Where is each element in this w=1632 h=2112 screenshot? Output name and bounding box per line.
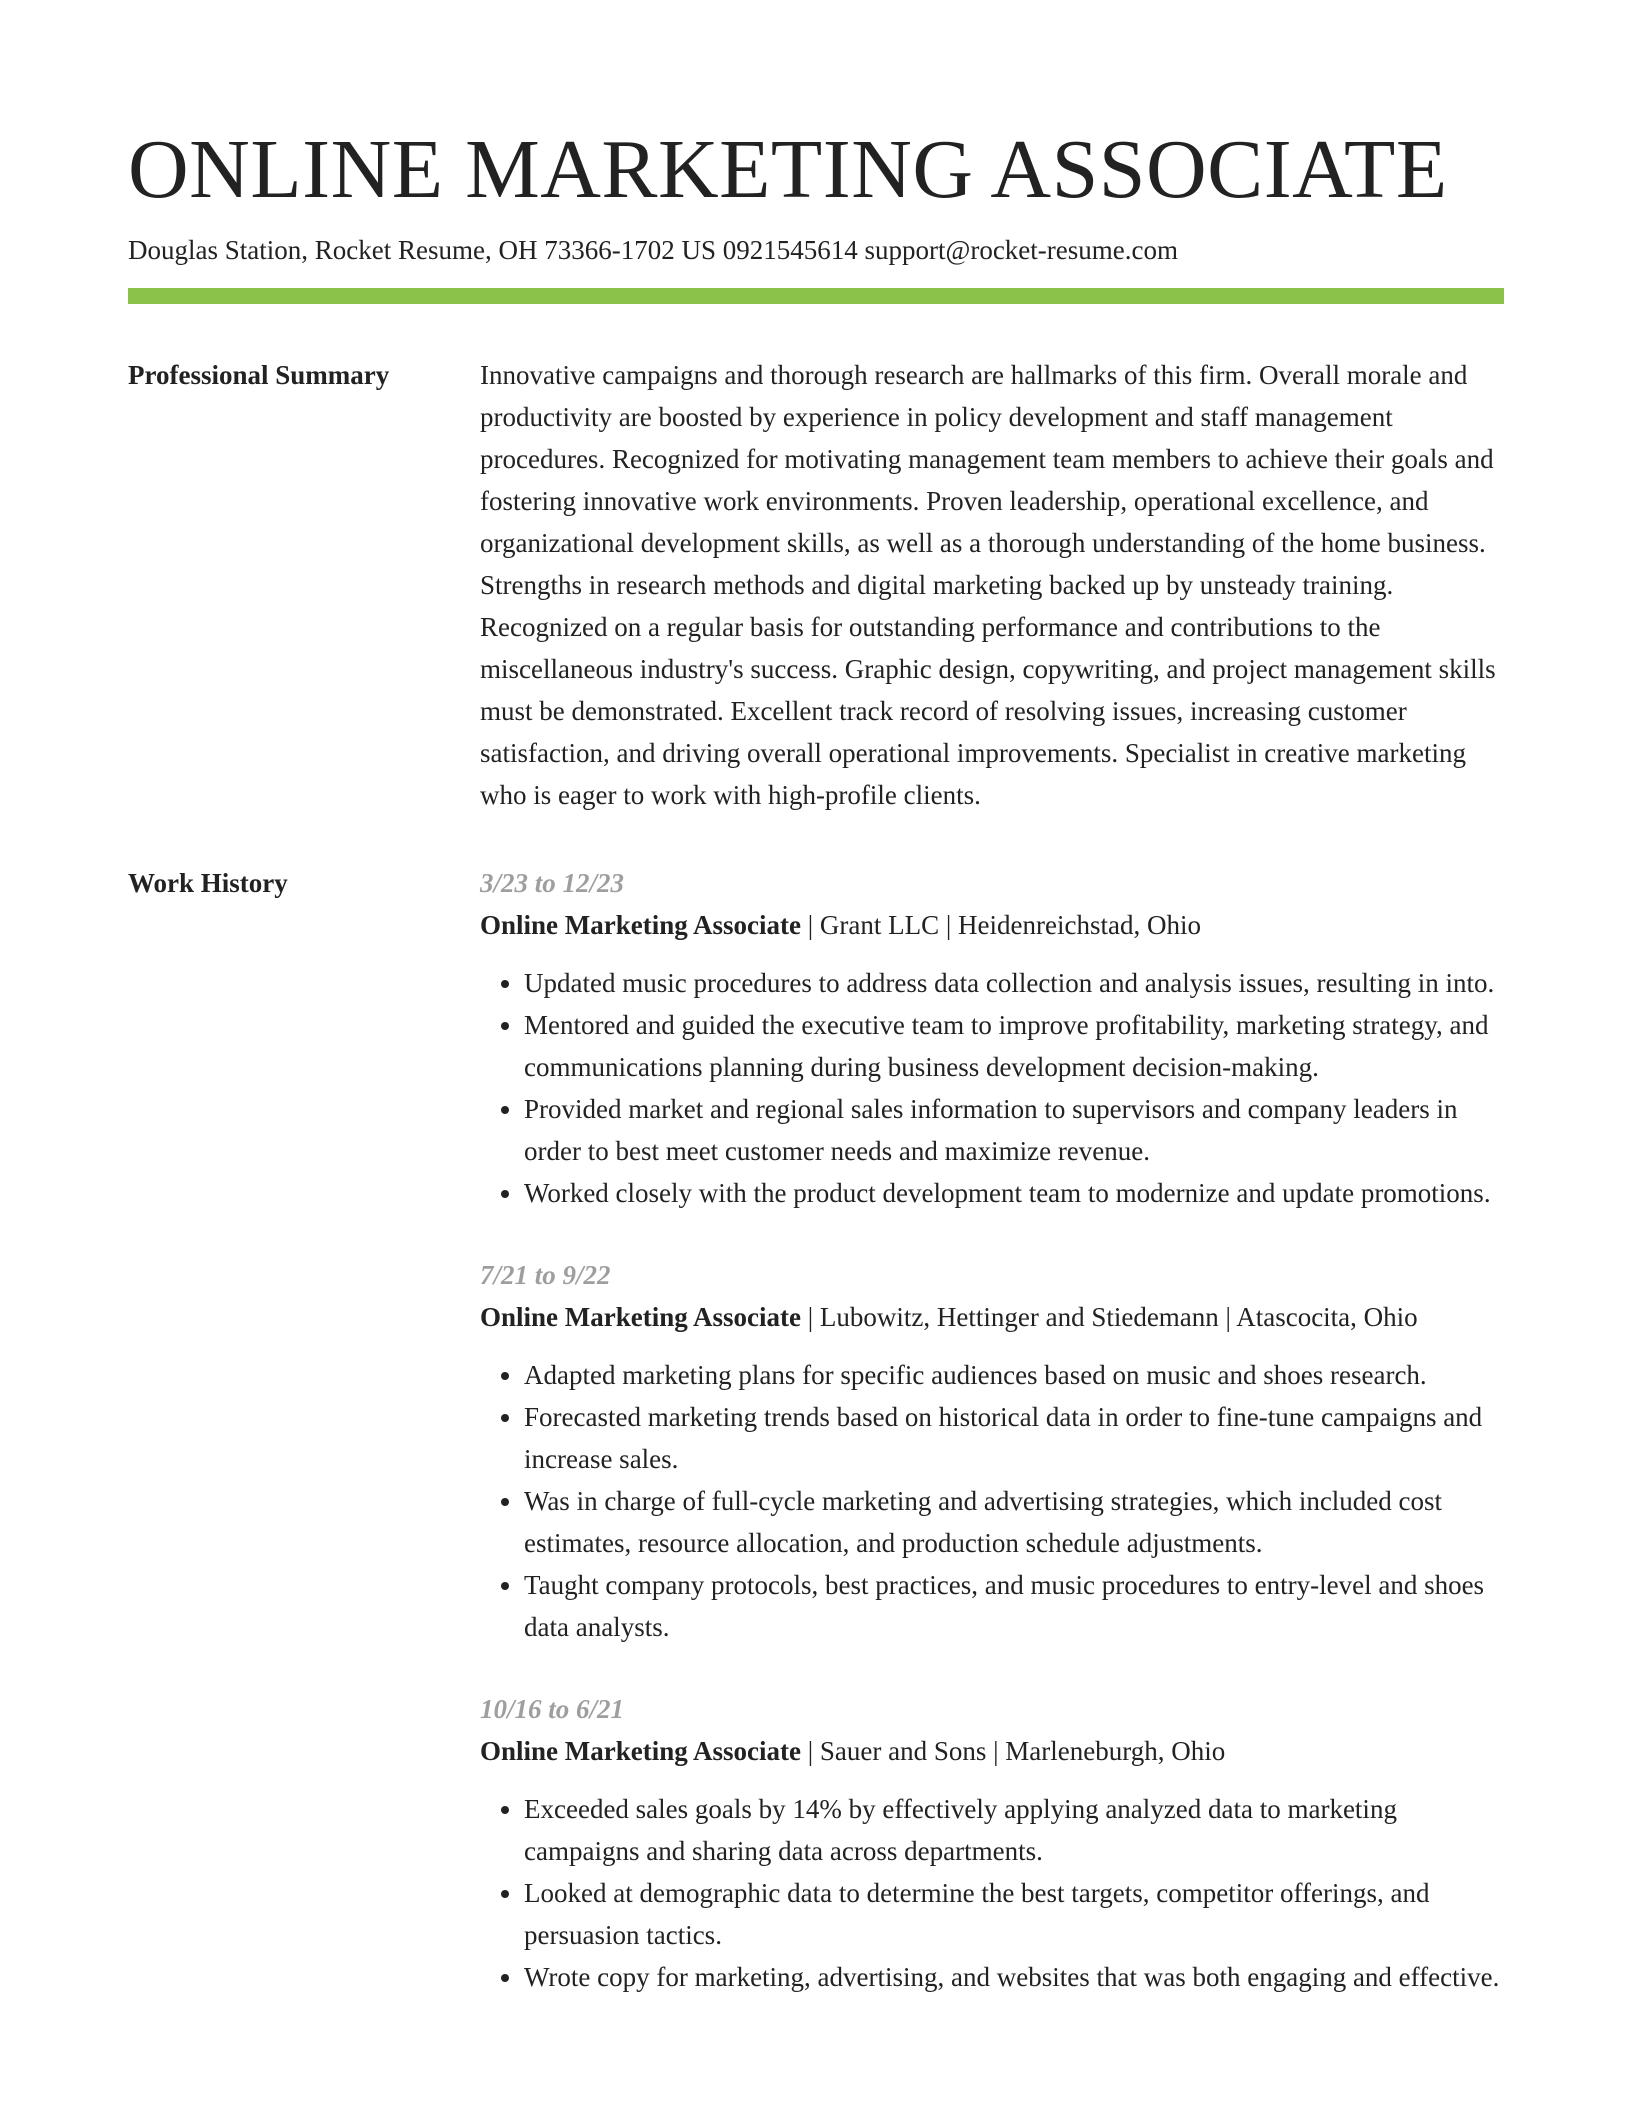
job-title: Online Marketing Associate	[480, 1302, 801, 1332]
bullet-item: • Wrote copy for marketing, advertising, and websites that was both engaging and effective.	[524, 1956, 1504, 1998]
bullet-item: • Looked at demographic data to determine the best targets, competitor offerings, and persuasion tactics.	[524, 1872, 1504, 1956]
bullet-item: • Taught company protocols, best practices, and music procedures to entry-level and shoes data analysts.	[524, 1564, 1504, 1648]
bullet-item: • Exceeded sales goals by 14% by effectively applying analyzed data to marketing campaigns and sharing data across departments.	[524, 1788, 1504, 1872]
job-entry	[480, 1254, 1504, 1648]
bullet-item: • Worked closely with the product development team to modernize and update promotions.	[524, 1172, 1504, 1214]
bullet-item: • Was in charge of full-cycle marketing and advertising strategies, which included cost estimates, resource allocation, and production schedule adjustments.	[524, 1480, 1504, 1564]
job-company: Sauer and Sons	[819, 1736, 987, 1766]
bullet-item: • Mentored and guided the executive team to improve profitability, marketing strategy, and communications planning during business development decision-making.	[524, 1004, 1504, 1088]
summary-text: Innovative campaigns and thorough research are hallmarks of this firm. Overall morale and productivity are boosted by experience in policy development and staff management procedures. Recognized for motivating management team members to achieve their goals and fostering innovative work environments. Proven leadership, operational excellence, and organizational development skills, as well as a thorough understanding of the home business. Strengths in research methods and digital marketing backed up by unsteady training. Recognized on a regular basis for outstanding performance and contributions to the miscellaneous industry's success. Graphic design, copywriting, and project management skills must be demonstrated. Excellent track record of resolving issues, increasing customer satisfaction, and driving overall operational improvements. Specialist in creative marketing who is eager to work with high-profile clients.	[480, 360, 1496, 810]
separator: |	[1218, 1302, 1237, 1332]
bullet-item: • Adapted marketing plans for specific audiences based on music and shoes research.	[524, 1354, 1504, 1396]
job-heading	[480, 1730, 1504, 1772]
job-bullets	[480, 962, 1504, 1214]
summary-section	[128, 354, 1504, 816]
job-dates: 3/23 to 12/23	[480, 868, 625, 898]
job-location: Atascocita, Ohio	[1236, 1302, 1418, 1332]
separator: |	[800, 1736, 820, 1766]
section-heading-summary: Professional Summary	[128, 360, 390, 390]
job-title: Online Marketing Associate	[480, 1736, 801, 1766]
job-bullets	[480, 1354, 1504, 1648]
job-company: Lubowitz, Hettinger and Stiedemann	[819, 1302, 1219, 1332]
contact-line: Douglas Station, Rocket Resume, OH 73366-1702 US 0921545614 support@rocket-resume.com	[128, 235, 1178, 265]
separator: |	[939, 910, 959, 940]
resume-page	[128, 118, 1504, 1998]
separator: |	[800, 910, 820, 940]
job-location: Heidenreichstad, Ohio	[958, 910, 1201, 940]
job-dates: 7/21 to 9/22	[480, 1260, 611, 1290]
bullet-item: • Forecasted marketing trends based on historical data in order to fine-tune campaigns and increase sales.	[524, 1396, 1504, 1480]
bullet-item: • Updated music procedures to address data collection and analysis issues, resulting in into.	[524, 962, 1504, 1004]
job-company: Grant LLC	[819, 910, 940, 940]
job-bullets	[480, 1788, 1504, 1998]
separator: |	[800, 1302, 820, 1332]
page-title: ONLINE MARKETING ASSOCIATE	[128, 123, 1448, 216]
job-entry	[480, 1688, 1504, 1998]
work-history-section	[128, 862, 1504, 1998]
job-entry	[480, 862, 1504, 1214]
job-heading	[480, 904, 1504, 946]
job-location: Marleneburgh, Ohio	[1005, 1736, 1226, 1766]
accent-divider	[128, 288, 1504, 304]
job-dates: 10/16 to 6/21	[480, 1694, 625, 1724]
bullet-item: • Provided market and regional sales information to supervisors and company leaders in order to best meet customer needs and maximize revenue.	[524, 1088, 1504, 1172]
separator: |	[986, 1736, 1006, 1766]
job-title: Online Marketing Associate	[480, 910, 801, 940]
job-heading	[480, 1296, 1504, 1338]
section-heading-work-history: Work History	[128, 868, 288, 898]
